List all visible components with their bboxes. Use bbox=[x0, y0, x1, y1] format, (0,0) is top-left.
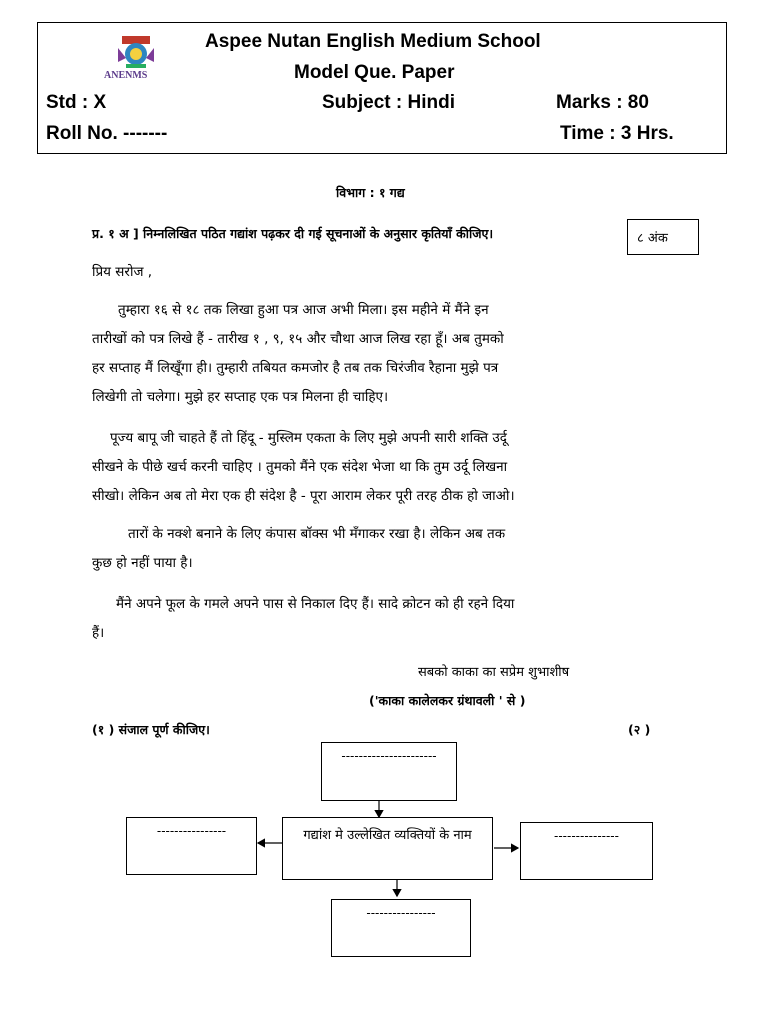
diagram-center-box bbox=[282, 817, 493, 880]
para2-line3: सीखो। लेकिन अब तो मेरा एक ही संदेश है - पूरा आराम लेकर पूरी तरह ठीक हो जाओ। bbox=[92, 488, 515, 504]
subject: Subject : Hindi bbox=[322, 92, 455, 113]
diagram-bottom-box bbox=[331, 899, 471, 957]
diagram-right-box bbox=[520, 822, 653, 880]
para4-line2: हैं। bbox=[92, 625, 105, 641]
para1-line4: लिखेगी तो चलेगा। मुझे हर सप्ताह एक पत्र मिलना ही चाहिए। bbox=[92, 389, 389, 405]
para1-line1: तुम्हारा १६ से १८ तक लिखा हुआ पत्र आज अभी मिला। इस महीने में मैंने इन bbox=[118, 302, 489, 318]
subquestion-marks: (२ ) bbox=[628, 722, 651, 737]
section-title: विभाग : १ गद्य bbox=[336, 185, 405, 200]
diagram-left-box bbox=[126, 817, 257, 875]
para3-line1: तारों के नक्शे बनाने के लिए कंपास बॉक्स भी मँगाकर रखा है। लेकिन अब तक bbox=[128, 526, 506, 542]
question-marks: ८ अंक bbox=[637, 231, 668, 246]
diagram-bottom-blank: ---------------- bbox=[366, 906, 436, 920]
marks: Marks : 80 bbox=[556, 92, 649, 113]
para1-line2: तारीखों को पत्र लिखे हैं - तारीख १ , ९, १५ और चौथा आज लिख रहा हूँ। अब तुमको bbox=[92, 331, 504, 347]
standard: Std : X bbox=[46, 92, 107, 113]
para2-line1: पूज्य बापू जी चाहते हैं तो हिंदू - मुस्लिम एकता के लिए मुझे अपनी सारी शक्ति उर्दू bbox=[110, 430, 507, 446]
time: Time : 3 Hrs. bbox=[560, 123, 674, 144]
subquestion-text: (१ ) संजाल पूर्ण कीजिए। bbox=[92, 722, 210, 737]
diagram-right-blank: --------------- bbox=[554, 829, 619, 843]
school-name: Aspee Nutan English Medium School bbox=[205, 31, 541, 52]
closing: सबको काका का सप्रेम शुभाशीष bbox=[418, 665, 570, 680]
diagram-center-text: गद्यांश मे उल्लेखित व्यक्तियों के नाम bbox=[303, 828, 472, 843]
diagram-top-blank: ---------------------- bbox=[341, 749, 437, 763]
source: ('काका कालेलकर ग्रंथावली ' से ) bbox=[369, 693, 526, 708]
para2-line2: सीखने के पीछे खर्च करनी चाहिए । तुमको मैंने एक संदेश भेजा था कि तुम उर्दू लिखना bbox=[92, 459, 508, 475]
paper-title: Model Que. Paper bbox=[294, 62, 455, 83]
question-text: प्र. १ अ ] निम्नलिखित पठित गद्यांश पढ़कर दी गई सूचनाओं के अनुसार कृतियाँ कीजिए। bbox=[92, 226, 494, 241]
para4-line1: मैंने अपने फूल के गमले अपने पास से निकाल दिए हैं। सादे क्रोटन को ही रहने दिया bbox=[116, 596, 515, 612]
para3-line2: कुछ हो नहीं पाया है। bbox=[92, 555, 193, 571]
diagram-left-blank: ---------------- bbox=[156, 824, 227, 838]
logo-text: ANENMS bbox=[104, 70, 148, 81]
diagram-top-box bbox=[321, 742, 457, 801]
salutation: प्रिय सरोज , bbox=[92, 264, 153, 280]
roll-number: Roll No. ------- bbox=[46, 123, 168, 144]
para1-line3: हर सप्ताह मैं लिखूँगा ही। तुम्हारी तबियत कमजोर है तब तक चिरंजीव रैहाना मुझे पत्र bbox=[92, 360, 499, 376]
